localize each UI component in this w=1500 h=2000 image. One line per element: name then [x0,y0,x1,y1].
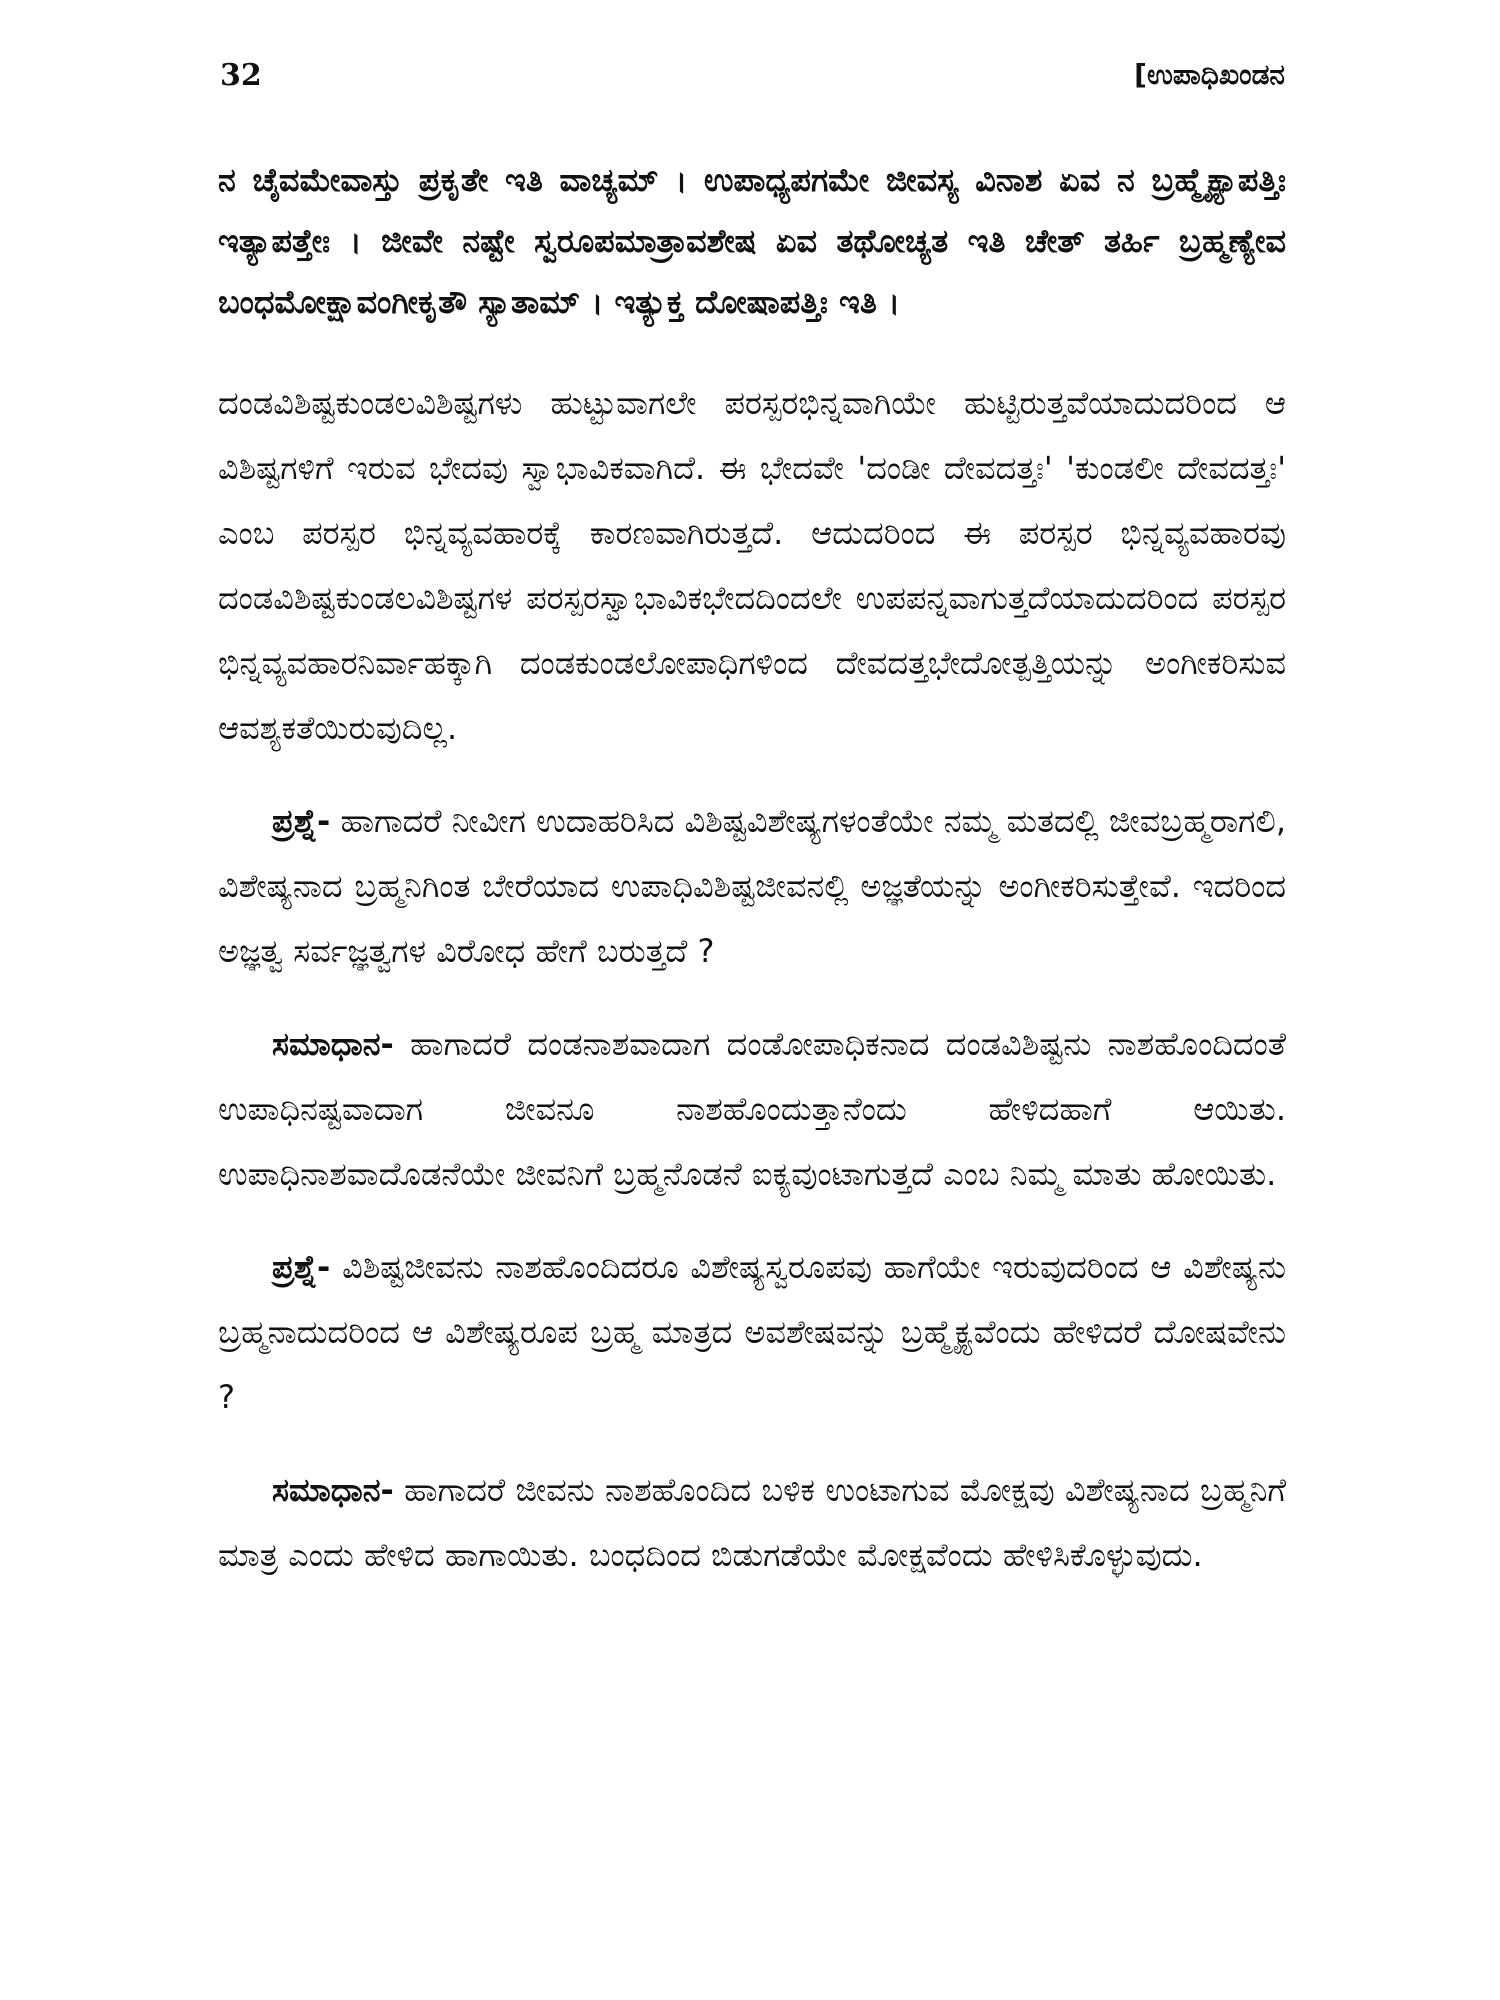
answer-paragraph [218,1458,1286,1588]
page-header [220,58,1285,108]
answer-label: ಸಮಾಧಾನ- [272,1471,394,1509]
paragraph-text: ವಿಶಿಷ್ಟಜೀವನು ನಾಶಹೊಂದಿದರೂ ವಿಶೇಷ್ಯಸ್ವರೂಪವು ಹಾಗೆಯೇ ಇರುವುದರಿಂದ ಆ ವಿಶೇಷ್ಯನು ಬ್ರಹ್ಮನಾದುದರಿಂದ ಆ ವಿಶೇಷ್ಯರೂಪ ಬ್ರಹ್ಮ ಮಾತ್ರದ ಅವಶೇಷವನ್ನು ಬ್ರಹ್ಮೈಕ್ಯವೆಂದು ಹೇಳಿದರೆ ದೋಷವೇನು ? [218,1248,1286,1416]
question-label: ಪ್ರಶ್ನೆ- [272,802,331,840]
sanskrit-passage: ನ ಚೈವಮೇವಾಸ್ತು ಪ್ರಕೃತೇ ಇತಿ ವಾಚ್ಯಮ್ । ಉಪಾಧ್ಯಪಗಮೇ ಜೀವಸ್ಯ ವಿನಾಶ ಏವ ನ ಬ್ರಹ್ಮೈಕ್ಯಾಪತ್ತಿಃ ಇತ್ಯಾಪತ್ತೇಃ । ಜೀವೇ ನಷ್ಟೇ ಸ್ವರೂಪಮಾತ್ರಾವಶೇಷ ಏವ ತಥೋಚ್ಯತ ಇತಿ ಚೇತ್ ತರ್ಹಿ ಬ್ರಹ್ಮಣ್ಯೇವ ಬಂಧಮೋಕ್ಷಾವಂಗೀಕೃತೌ ಸ್ಯಾತಾಮ್ । ಇತ್ಯುಕ್ತ ದೋಷಾಪತ್ತಿಃ ಇತಿ । [218,161,1286,321]
paragraph-text: ಹಾಗಾದರೆ ನೀವೀಗ ಉದಾಹರಿಸಿದ ವಿಶಿಷ್ಟವಿಶೇಷ್ಯಗಳಂತೆಯೇ ನಮ್ಮ ಮತದಲ್ಲಿ ಜೀವಬ್ರಹ್ಮರಾಗಲಿ, ವಿಶೇಷ್ಯನಾದ ಬ್ರಹ್ಮನಿಗಿಂತ ಬೇರೆಯಾದ ಉಪಾಧಿವಿಶಿಷ್ಟಜೀವನಲ್ಲಿ ಅಜ್ಞತೆಯನ್ನು ಅಂಗೀಕರಿಸುತ್ತೇವೆ. ಇದರಿಂದ ಅಜ್ಞತ್ವ ಸರ್ವಜ್ಞತ್ವಗಳ ವಿರೋಧ ಹೇಗೆ ಬರುತ್ತದೆ ? [218,802,1286,970]
question-paragraph [218,1235,1286,1430]
paragraph-text: ಹಾಗಾದರೆ ದಂಡನಾಶವಾದಾಗ ದಂಡೋಪಾಧಿಕನಾದ ದಂಡವಿಶಿಷ್ಟನು ನಾಶಹೊಂದಿದಂತೆ ಉಪಾಧಿನಷ್ಟವಾದಾಗ ಜೀವನೂ ನಾಶಹೊಂದುತ್ತಾನೆಂದು ಹೇಳಿದಹಾಗೆ ಆಯಿತು. ಉಪಾಧಿನಾಶವಾದೊಡನೆಯೇ ಜೀವನಿಗೆ ಬ್ರಹ್ಮನೊಡನೆ ಐಕ್ಯವುಂಟಾಗುತ್ತದೆ ಎಂಬ ನಿಮ್ಮ ಮಾತು ಹೋಯಿತು. [218,1025,1286,1193]
paragraph [218,371,1286,761]
question-paragraph [218,789,1286,984]
question-label: ಪ್ರಶ್ನೆ- [272,1248,331,1286]
paragraph-text: ಹಾಗಾದರೆ ಜೀವನು ನಾಶಹೊಂದಿದ ಬಳಿಕ ಉಂಟಾಗುವ ಮೋಕ್ಷವು ವಿಶೇಷ್ಯನಾದ ಬ್ರಹ್ಮನಿಗೆ ಮಾತ್ರ ಎಂದು ಹೇಳಿದ ಹಾಗಾಯಿತು. ಬಂಧದಿಂದ ಬಿಡುಗಡೆಯೇ ಮೋಕ್ಷವೆಂದು ಹೇಳಿಸಿಕೊಳ್ಳುವುದು. [218,1471,1286,1574]
answer-label: ಸಮಾಧಾನ- [272,1025,394,1063]
page-number: 32 [220,58,262,93]
running-head: [ಉಪಾಧಿಖಂಡನ [1134,58,1285,91]
answer-paragraph [218,1012,1286,1207]
page-body [218,150,1286,1616]
paragraph-text: ದಂಡವಿಶಿಷ್ಟಕುಂಡಲವಿಶಿಷ್ಟಗಳು ಹುಟ್ಟುವಾಗಲೇ ಪರಸ್ಪರಭಿನ್ನವಾಗಿಯೇ ಹುಟ್ಟಿರುತ್ತವೆಯಾದುದರಿಂದ ಆ ವಿಶಿಷ್ಟಗಳಿಗೆ ಇರುವ ಭೇದವು ಸ್ವಾಭಾವಿಕವಾಗಿದೆ. ಈ ಭೇದವೇ 'ದಂಡೀ ದೇವದತ್ತಃ' 'ಕುಂಡಲೀ ದೇವದತ್ತಃ' ಎಂಬ ಪರಸ್ಪರ ಭಿನ್ನವ್ಯವಹಾರಕ್ಕೆ ಕಾರಣವಾಗಿರುತ್ತದೆ. ಆದುದರಿಂದ ಈ ಪರಸ್ಪರ ಭಿನ್ನವ್ಯವಹಾರವು ದಂಡವಿಶಿಷ್ಟಕುಂಡಲವಿಶಿಷ್ಟಗಳ ಪರಸ್ಪರಸ್ವಾಭಾವಿಕಭೇದದಿಂದಲೇ ಉಪಪನ್ನವಾಗುತ್ತದೆಯಾದುದರಿಂದ ಪರಸ್ಪರ ಭಿನ್ನವ್ಯವಹಾರನಿರ್ವಾಹಕ್ಕಾಗಿ ದಂಡಕುಂಡಲೋಪಾಧಿಗಳಿಂದ ದೇವದತ್ತಭೇದೋತ್ಪತ್ತಿಯನ್ನು ಅಂಗೀಕರಿಸುವ ಆವಶ್ಯಕತೆಯಿರುವುದಿಲ್ಲ. [218,384,1286,747]
